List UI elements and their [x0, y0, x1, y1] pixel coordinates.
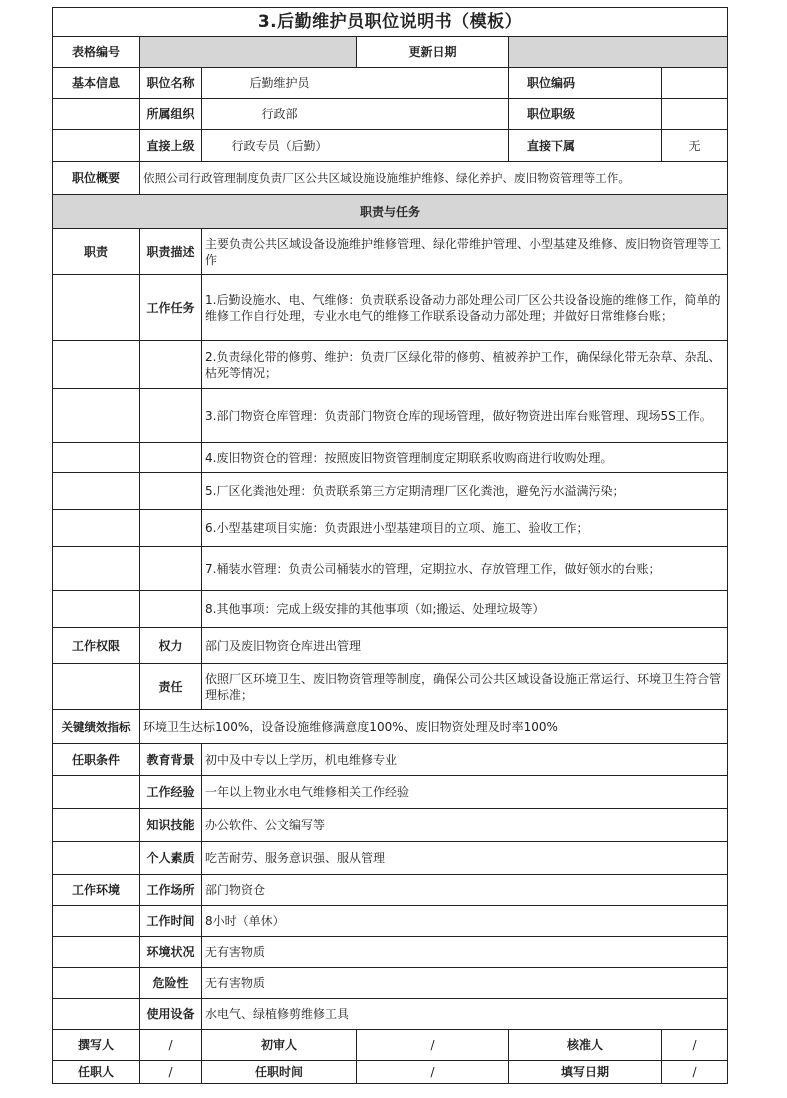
organization-label: 所属组织: [140, 99, 202, 130]
power-label: 权力: [140, 628, 202, 664]
overview-label: 职位概要: [53, 162, 140, 195]
form-no-label: 表格编号: [53, 37, 140, 68]
fill-date-value[interactable]: /: [692, 1065, 697, 1079]
blank-cell: [53, 999, 140, 1030]
blank-cell: [53, 341, 140, 389]
task-item: 8.其他事项：完成上级安排的其他事项（如;搬运、处理垃圾等）: [202, 591, 727, 628]
task-item: 7.桶装水管理：负责公司桶装水的管理，定期拉水、存放管理工作，做好领水的台账；: [202, 547, 727, 591]
position-name-value: 后勤维护员: [202, 68, 357, 99]
authority-label: 工作权限: [53, 628, 140, 664]
responsibility-text: 依照厂区环境卫生、废旧物资管理等制度，确保公司公共区域设备设施正常运行、环境卫生符合管理标准；: [202, 664, 727, 710]
duties-section-title: 职责与任务: [53, 195, 727, 229]
position-level-value[interactable]: [662, 99, 727, 130]
holder-label: 任职人: [53, 1061, 140, 1083]
blank-cell: [53, 130, 140, 162]
position-name-label: 职位名称: [140, 68, 202, 99]
responsibility-label: 责任: [140, 664, 202, 710]
environment-condition-label: 环境状况: [140, 937, 202, 968]
blank-cell: [53, 591, 140, 628]
blank-cell: [357, 68, 509, 99]
writer-value[interactable]: /: [140, 1030, 202, 1061]
blank-cell: [140, 473, 202, 510]
document-title: 3.后勤维护员职位说明书（模板）: [53, 8, 727, 37]
task-item: 5.厂区化粪池处理：负责联系第三方定期清理厂区化粪池，避免污水溢满污染；: [202, 473, 727, 510]
blank-cell: [53, 968, 140, 999]
experience-label: 工作经验: [140, 776, 202, 809]
task-item: 6.小型基建项目实施：负责跟进小型基建项目的立项、施工、验收工作；: [202, 510, 727, 547]
subordinate-label: 直接下属: [509, 130, 662, 162]
duty-description-text: 主要负责公共区域设备设施维护维修管理、绿化带维护管理、小型基建及维修、废旧物资管理等工作: [202, 229, 727, 275]
superior-label: 直接上级: [140, 130, 202, 162]
blank-cell: [53, 842, 140, 875]
workplace-text: 部门物资仓: [202, 875, 727, 906]
superior-value: 行政专员（后勤）: [202, 130, 357, 162]
first-reviewer-label: 初审人: [202, 1030, 357, 1061]
blank-cell: [53, 389, 140, 443]
skills-label: 知识技能: [140, 809, 202, 842]
task-item: 2.负责绿化带的修剪、维护：负责厂区绿化带的修剪、植被养护工作，确保绿化带无杂草、杂乱、枯死等情况；: [202, 341, 727, 389]
duties-label: 职责: [53, 229, 140, 275]
update-date-value[interactable]: [509, 37, 727, 68]
writer-label: 撰写人: [53, 1030, 140, 1061]
blank-cell: [357, 130, 509, 162]
overview-text: 依照公司行政管理制度负责厂区公共区域设施设施维护维修、绿化养护、废旧物资管理等工作。: [140, 162, 727, 195]
position-level-label: 职位职级: [509, 99, 662, 130]
kpi-text: 环境卫生达标100%，设备设施维修满意度100%、废旧物资处理及时率100%: [140, 710, 727, 744]
blank-cell: [53, 473, 140, 510]
blank-cell: [140, 389, 202, 443]
workplace-label: 工作场所: [140, 875, 202, 906]
quality-label: 个人素质: [140, 842, 202, 875]
blank-cell: [53, 906, 140, 937]
education-label: 教育背景: [140, 744, 202, 776]
blank-cell: [53, 809, 140, 842]
risk-text: 无有害物质: [202, 968, 727, 999]
blank-cell: [140, 591, 202, 628]
duty-description-label: 职责描述: [140, 229, 202, 275]
blank-cell: [53, 547, 140, 591]
holder-value[interactable]: /: [140, 1061, 202, 1083]
task-item: 4.废旧物资仓的管理：按照废旧物资管理制度定期联系收购商进行收购处理。: [202, 443, 727, 473]
form-no-value[interactable]: [140, 37, 357, 68]
approver-label: 核准人: [509, 1030, 662, 1061]
fill-date-label: 填写日期: [509, 1061, 662, 1083]
environment-label: 工作环境: [53, 875, 140, 906]
organization-value: 行政部: [202, 99, 357, 130]
subordinate-value: 无: [662, 130, 727, 162]
risk-label: 危险性: [140, 968, 202, 999]
blank-cell: [53, 937, 140, 968]
work-hours-label: 工作时间: [140, 906, 202, 937]
power-text: 部门及废旧物资仓库进出管理: [202, 628, 727, 664]
blank-cell: [53, 443, 140, 473]
blank-cell: [53, 510, 140, 547]
basic-info-label: 基本信息: [53, 68, 140, 99]
task-item: 3.部门物资仓库管理：负责部门物资仓库的现场管理，做好物资进出库台账管理、现场5S工作。: [202, 389, 727, 443]
approver-value[interactable]: /: [662, 1030, 727, 1061]
blank-cell: [53, 99, 140, 130]
blank-cell: [140, 547, 202, 591]
environment-condition-text: 无有害物质: [202, 937, 727, 968]
experience-text: 一年以上物业水电气维修相关工作经验: [202, 776, 727, 809]
requirements-label: 任职条件: [53, 744, 140, 776]
blank-cell: [140, 341, 202, 389]
tasks-label: 工作任务: [140, 275, 202, 341]
quality-text: 吃苦耐劳、服务意识强、服从管理: [202, 842, 727, 875]
first-reviewer-value[interactable]: /: [357, 1030, 509, 1061]
task-item: 1.后勤设施水、电、气维修：负责联系设备动力部处理公司厂区公共设备设施的维修工作，简单的维修工作自行处理，专业水电气的维修工作联系设备动力部处理；并做好日常维修台账；: [202, 275, 727, 341]
blank-cell: [140, 510, 202, 547]
position-code-value[interactable]: [662, 68, 727, 99]
work-hours-text: 8小时（单休）: [202, 906, 727, 937]
equipment-label: 使用设备: [140, 999, 202, 1030]
skills-text: 办公软件、公文编写等: [202, 809, 727, 842]
kpi-label: 关键绩效指标: [53, 710, 140, 744]
blank-cell: [53, 664, 140, 710]
blank-cell: [53, 275, 140, 341]
blank-cell: [140, 443, 202, 473]
start-date-label: 任职时间: [202, 1061, 357, 1083]
start-date-value[interactable]: /: [357, 1061, 509, 1083]
update-date-label: 更新日期: [357, 37, 509, 68]
blank-cell: [357, 99, 509, 130]
equipment-text: 水电气、绿植修剪维修工具: [202, 999, 727, 1030]
position-code-label: 职位编码: [509, 68, 662, 99]
education-text: 初中及中专以上学历，机电维修专业: [202, 744, 727, 776]
job-description-form: [52, 7, 728, 1084]
blank-cell: [53, 776, 140, 809]
